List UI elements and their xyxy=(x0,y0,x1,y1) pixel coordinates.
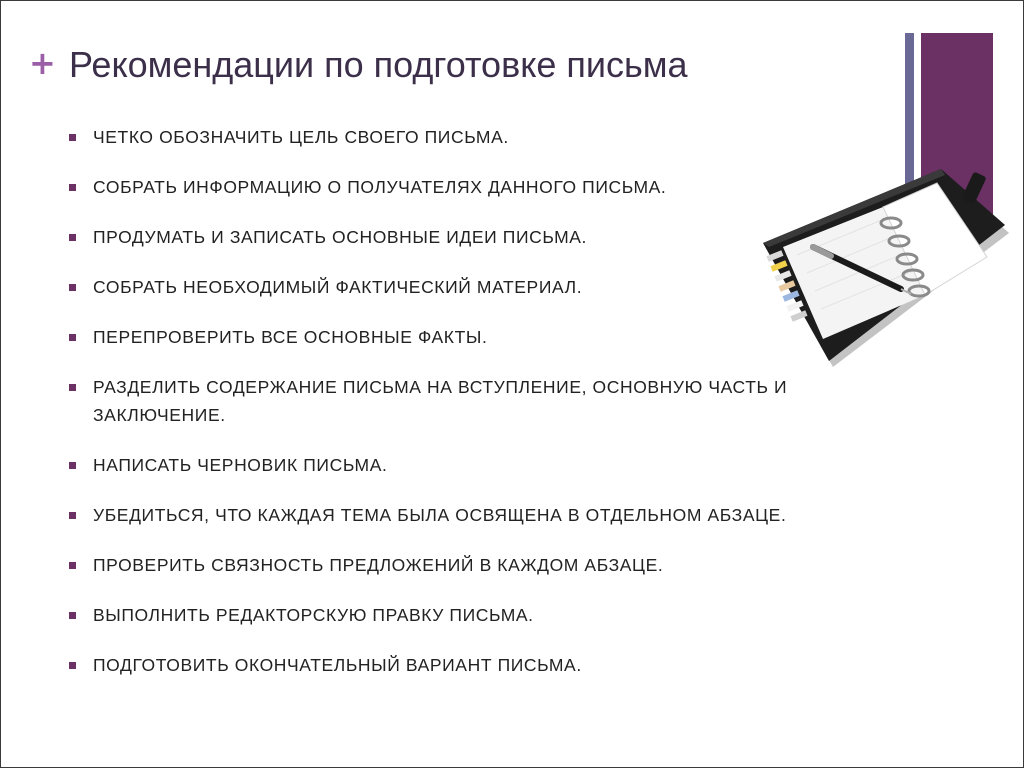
list-item-text: ВЫПОЛНИТЬ РЕДАКТОРСКУЮ ПРАВКУ ПИСЬМА. xyxy=(93,605,534,625)
list-item-text: ПОДГОТОВИТЬ ОКОНЧАТЕЛЬНЫЙ ВАРИАНТ ПИСЬМА. xyxy=(93,655,582,675)
list-item xyxy=(69,501,869,529)
list-item xyxy=(69,373,869,429)
list-item-text: ПРОДУМАТЬ И ЗАПИСАТЬ ОСНОВНЫЕ ИДЕИ ПИСЬМА. xyxy=(93,227,587,247)
square-bullet-icon xyxy=(69,662,76,669)
list-item-text: ПЕРЕПРОВЕРИТЬ ВСЕ ОСНОВНЫЕ ФАКТЫ. xyxy=(93,327,488,347)
list-item-text: РАЗДЕЛИТЬ СОДЕРЖАНИЕ ПИСЬМА НА ВСТУПЛЕНИЕ, ОСНОВНУЮ ЧАСТЬ И ЗАКЛЮЧЕНИЕ. xyxy=(93,377,788,425)
list-item xyxy=(69,601,869,629)
square-bullet-icon xyxy=(69,284,76,291)
square-bullet-icon xyxy=(69,462,76,469)
list-item-text: СОБРАТЬ ИНФОРМАЦИЮ О ПОЛУЧАТЕЛЯХ ДАННОГО ПИСЬМА. xyxy=(93,177,667,197)
slide-title: Рекомендации по подготовке письма xyxy=(69,44,688,85)
square-bullet-icon xyxy=(69,234,76,241)
square-bullet-icon xyxy=(69,562,76,569)
list-item-text: НАПИСАТЬ ЧЕРНОВИК ПИСЬМА. xyxy=(93,455,388,475)
list-item xyxy=(69,451,869,479)
list-item xyxy=(69,551,869,579)
square-bullet-icon xyxy=(69,384,76,391)
list-item xyxy=(69,173,869,201)
list-item xyxy=(69,123,869,151)
square-bullet-icon xyxy=(69,134,76,141)
list-item-text: ЧЕТКО ОБОЗНАЧИТЬ ЦЕЛЬ СВОЕГО ПИСЬМА. xyxy=(93,127,509,147)
square-bullet-icon xyxy=(69,334,76,341)
list-item xyxy=(69,273,869,301)
list-item-text: СОБРАТЬ НЕОБХОДИМЫЙ ФАКТИЧЕСКИЙ МАТЕРИАЛ. xyxy=(93,277,583,297)
square-bullet-icon xyxy=(69,512,76,519)
list-item xyxy=(69,223,869,251)
list-item xyxy=(69,651,869,679)
list-item-text: ПРОВЕРИТЬ СВЯЗНОСТЬ ПРЕДЛОЖЕНИЙ В КАЖДОМ АБЗАЦЕ. xyxy=(93,555,664,575)
list-item xyxy=(69,323,869,351)
list-item-text: УБЕДИТЬСЯ, ЧТО КАЖДАЯ ТЕМА БЫЛА ОСВЯЩЕНА В ОТДЕЛЬНОМ АБЗАЦЕ. xyxy=(93,505,787,525)
plus-icon: + xyxy=(29,44,56,82)
square-bullet-icon xyxy=(69,184,76,191)
square-bullet-icon xyxy=(69,612,76,619)
recommendations-list xyxy=(69,123,869,701)
